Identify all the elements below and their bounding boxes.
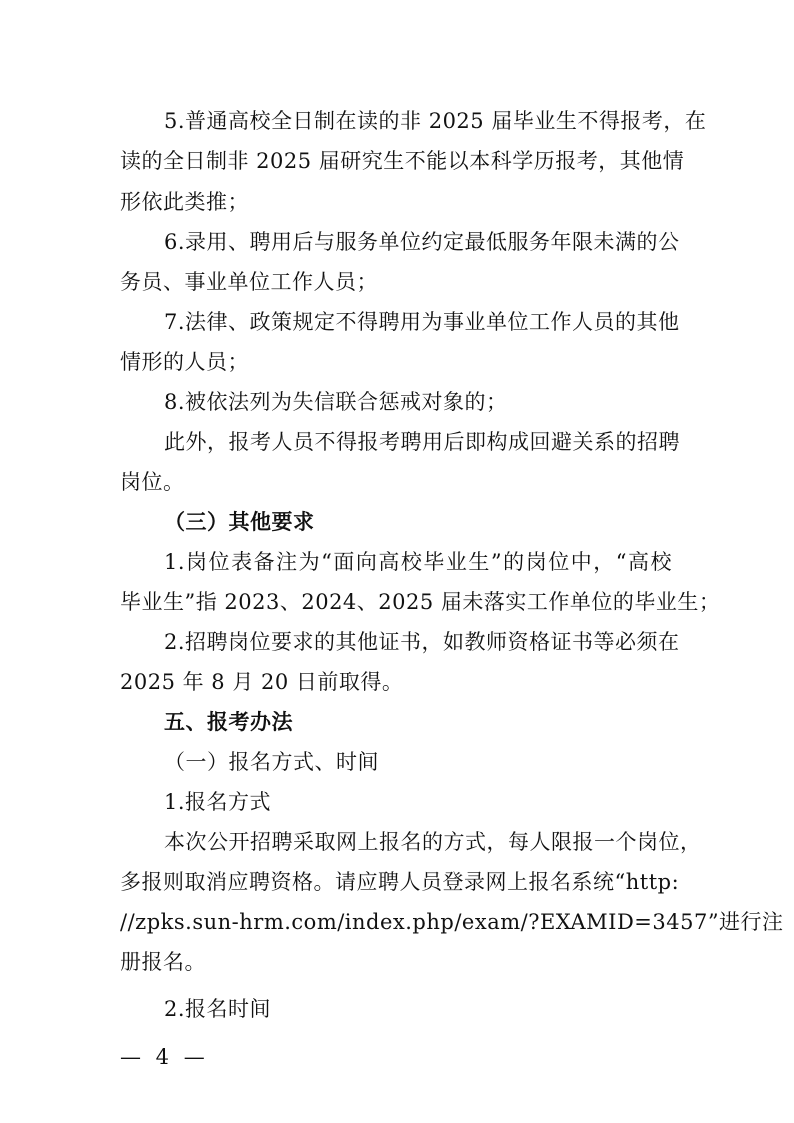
paragraph-line: 2025 年 8 月 20 日前取得。 [120, 670, 404, 694]
paragraph-line: 多报则取消应聘资格。请应聘人员登录网上报名系统“http: [120, 870, 680, 894]
paragraph-line: 此外，报考人员不得报考聘用后即构成回避关系的招聘 [164, 430, 680, 454]
item-heading: 2.报名时间 [164, 997, 272, 1021]
paragraph-line: 本次公开招聘采取网上报名的方式，每人限报一个岗位， [164, 830, 702, 854]
paragraph-line: 1.岗位表备注为“面向高校毕业生”的岗位中，“高校 [164, 550, 672, 574]
subsection-heading: （一）报名方式、时间 [164, 750, 379, 774]
paragraph-line: 2.招聘岗位要求的其他证书，如教师资格证书等必须在 [164, 630, 680, 654]
paragraph-line: 岗位。 [120, 470, 185, 494]
page-number: — 4 — [120, 1045, 209, 1069]
paragraph-line: 7.法律、政策规定不得聘用为事业单位工作人员的其他 [164, 310, 680, 334]
paragraph-line: 形依此类推； [120, 190, 249, 214]
paragraph-line: 务员、事业单位工作人员； [120, 270, 378, 294]
paragraph-line: 册报名。 [120, 950, 206, 974]
paragraph-line: 8.被依法列为失信联合惩戒对象的； [164, 390, 508, 414]
paragraph-line: 情形的人员； [120, 350, 249, 374]
item-heading: 1.报名方式 [164, 790, 272, 814]
paragraph-line: 毕业生”指 2023、2024、2025 届未落实工作单位的毕业生； [120, 590, 721, 614]
paragraph-line: 6.录用、聘用后与服务单位约定最低服务年限未满的公 [164, 230, 680, 254]
section-heading: 五、报考办法 [164, 709, 293, 734]
paragraph-line: //zpks.sun-hrm.com/index.php/exam/?EXAMID=3457”进行注 [120, 910, 784, 934]
paragraph-line: 读的全日制非 2025 届研究生不能以本科学历报考，其他情 [120, 149, 685, 173]
subsection-heading: （三）其他要求 [164, 509, 315, 534]
paragraph-line: 5.普通高校全日制在读的非 2025 届毕业生不得报考，在 [164, 109, 707, 133]
